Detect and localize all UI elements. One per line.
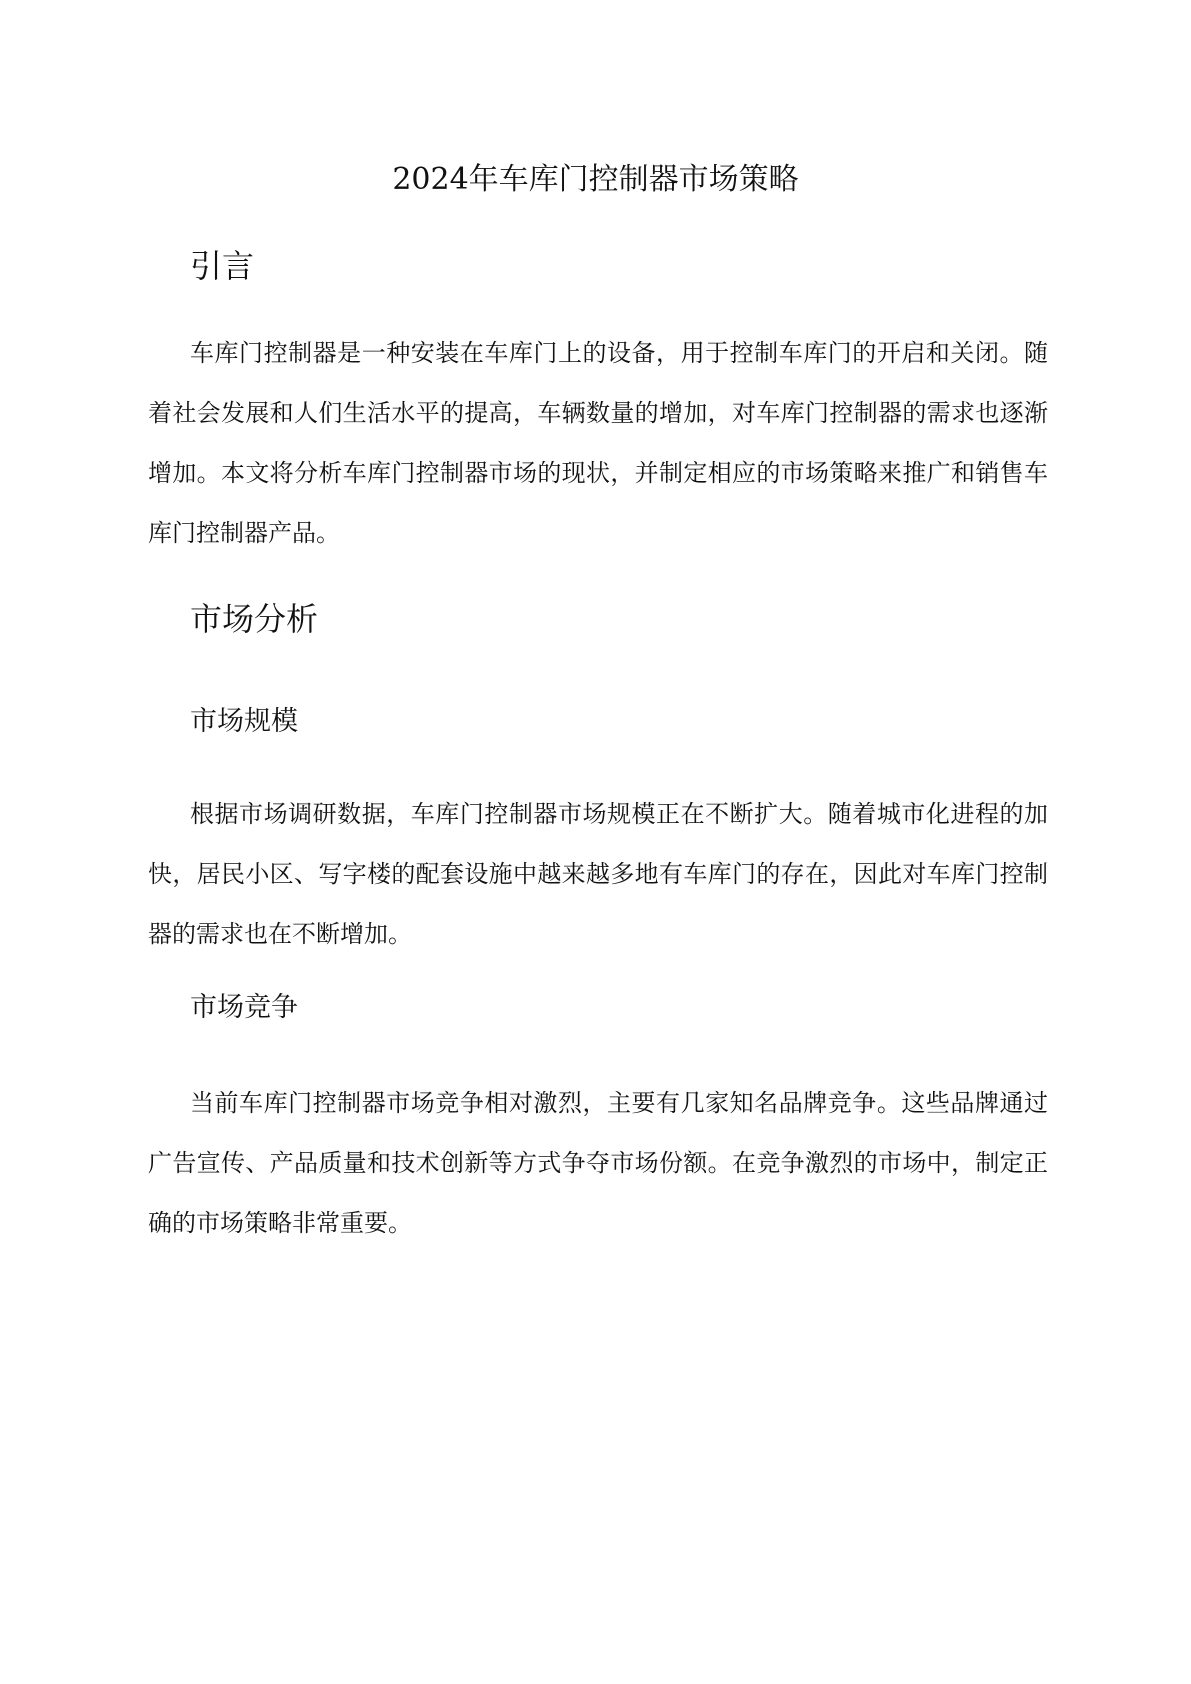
- subsection-heading-market-size: 市场规模: [190, 706, 298, 737]
- introduction-paragraph: 车库门控制器是一种安装在车库门上的设备，用于控制车库门的开启和关闭。随着社会发展和人们生活水平的提高，车辆数量的增加，对车库门控制器的需求也逐渐增加。本文将分析车库门控制器市场的现状，并制定相应的市场策略来推广和销售车库门控制器产品。: [148, 339, 1048, 547]
- market-size-paragraph: 根据市场调研数据，车库门控制器市场规模正在不断扩大。随着城市化进程的加快，居民小区、写字楼的配套设施中越来越多地有车库门的存在，因此对车库门控制器的需求也在不断增加。: [148, 800, 1048, 948]
- market-competition-paragraph: 当前车库门控制器市场竞争相对激烈，主要有几家知名品牌竞争。这些品牌通过广告宣传、产品质量和技术创新等方式争夺市场份额。在竞争激烈的市场中，制定正确的市场策略非常重要。: [148, 1089, 1048, 1237]
- document-title: 2024年车库门控制器市场策略: [392, 162, 799, 197]
- section-heading-introduction: 引言: [190, 247, 255, 285]
- subsection-heading-market-competition: 市场竞争: [190, 992, 298, 1023]
- section-heading-market-analysis: 市场分析: [190, 600, 319, 638]
